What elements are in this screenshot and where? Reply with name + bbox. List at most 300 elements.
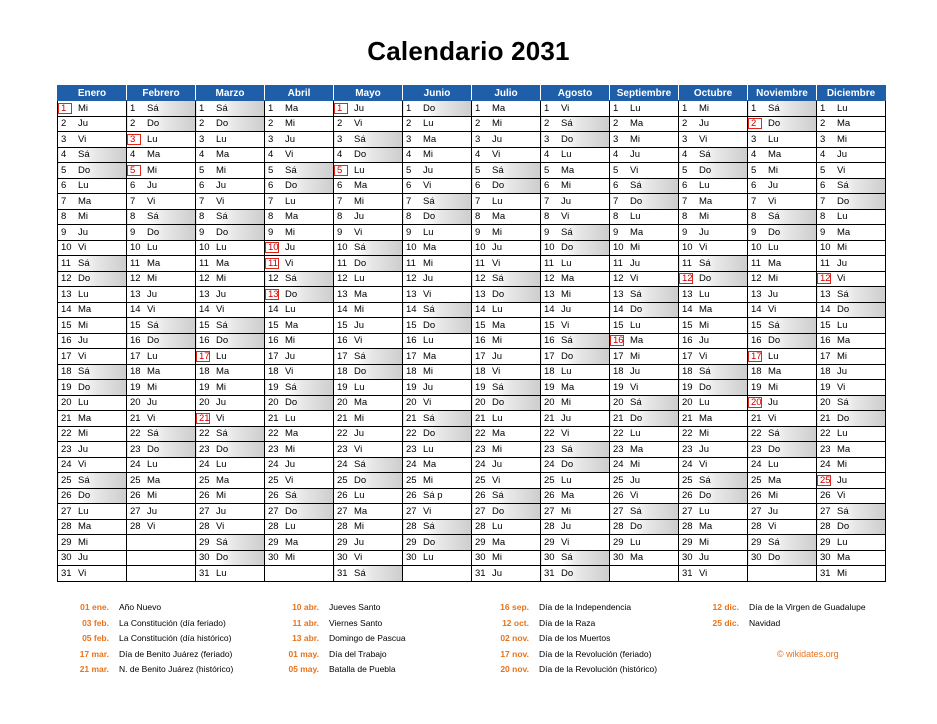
day-number: 4 — [682, 149, 688, 161]
weekday-label: Ju — [285, 133, 296, 145]
weekday-label: Ma — [630, 443, 644, 455]
day-number: 13 — [199, 288, 210, 300]
day-cell — [127, 380, 196, 396]
day-number: 24 — [475, 459, 486, 471]
weekday-label: Ma — [837, 226, 851, 238]
weekday-label: Ju — [630, 366, 641, 378]
day-row — [58, 380, 886, 396]
weekday-label: Ma — [285, 319, 299, 331]
day-cell — [334, 349, 403, 365]
weekday-label: Lu — [423, 118, 434, 130]
weekday-label: Lu — [768, 350, 779, 362]
day-cell — [541, 132, 610, 148]
day-number: 20 — [748, 397, 762, 408]
day-number: 7 — [475, 195, 481, 207]
day-number: 23 — [475, 443, 486, 455]
day-cell — [127, 178, 196, 194]
day-number: 20 — [406, 397, 417, 409]
weekday-label: Sá — [78, 149, 90, 161]
day-cell — [58, 194, 127, 210]
weekday-label: Sá — [216, 319, 228, 331]
day-cell — [334, 566, 403, 582]
day-number: 11 — [199, 257, 209, 269]
weekday-label: Ma — [492, 319, 506, 331]
day-cell — [196, 147, 265, 163]
weekday-label: Ma — [837, 118, 851, 130]
day-cell — [748, 287, 817, 303]
day-cell — [265, 519, 334, 535]
day-cell — [817, 535, 886, 551]
day-number: 15 — [613, 319, 624, 331]
day-number: 6 — [820, 180, 826, 192]
day-number: 22 — [61, 428, 72, 440]
day-cell — [127, 457, 196, 473]
day-cell — [541, 504, 610, 520]
weekday-label: Vi — [147, 412, 156, 424]
weekday-label: Sá — [354, 459, 366, 471]
day-cell — [58, 442, 127, 458]
weekday-label: Sá — [492, 381, 504, 393]
weekday-label: Ju — [78, 118, 89, 130]
weekday-label: Sá — [423, 304, 435, 316]
day-cell — [265, 426, 334, 442]
weekday-label: Do — [699, 273, 712, 285]
day-number: 13 — [475, 288, 486, 300]
day-cell — [817, 426, 886, 442]
day-number: 26 — [544, 490, 555, 502]
weekday-label: Mi — [492, 226, 503, 238]
weekday-label: Ma — [216, 474, 230, 486]
day-cell — [265, 194, 334, 210]
day-cell — [679, 535, 748, 551]
day-number: 29 — [268, 536, 279, 548]
weekday-label: Ma — [147, 366, 161, 378]
day-cell — [127, 318, 196, 334]
day-number: 21 — [130, 412, 141, 424]
weekday-label: Ju — [492, 459, 503, 471]
day-cell — [403, 426, 472, 442]
day-number: 22 — [682, 428, 693, 440]
day-row — [58, 116, 886, 132]
day-number: 10 — [130, 242, 141, 254]
day-cell — [196, 488, 265, 504]
day-number: 19 — [61, 381, 72, 393]
day-cell — [403, 302, 472, 318]
day-number: 28 — [682, 521, 693, 533]
day-number: 23 — [130, 443, 141, 455]
day-cell — [403, 411, 472, 427]
day-number: 22 — [613, 428, 624, 440]
day-number: 17 — [544, 350, 555, 362]
weekday-label: Do — [147, 226, 160, 238]
holiday-item — [477, 616, 657, 632]
day-row — [58, 225, 886, 241]
day-cell — [541, 457, 610, 473]
holiday-name: N. de Benito Juárez (histórico) — [119, 664, 234, 674]
weekday-label: Sá — [78, 366, 90, 378]
weekday-label: Ju — [837, 257, 848, 269]
weekday-label: Do — [78, 490, 91, 502]
weekday-label: Sá — [837, 397, 849, 409]
day-number: 18 — [268, 366, 279, 378]
holiday-column-2 — [267, 600, 406, 678]
weekday-label: Vi — [285, 149, 294, 161]
day-number: 2 — [199, 118, 205, 130]
weekday-label: Mi — [423, 149, 434, 161]
day-row — [58, 287, 886, 303]
holiday-column-1 — [57, 600, 233, 678]
weekday-label: Lu — [630, 428, 641, 440]
day-number: 18 — [751, 366, 762, 378]
day-cell — [748, 147, 817, 163]
day-number: 26 — [406, 490, 417, 502]
weekday-label: Ma — [147, 257, 161, 269]
day-cell — [334, 380, 403, 396]
day-cell — [679, 519, 748, 535]
day-number: 18 — [613, 366, 624, 378]
day-cell — [748, 178, 817, 194]
weekday-label: Sá — [561, 226, 573, 238]
weekday-label: Ju — [285, 350, 296, 362]
day-cell — [472, 550, 541, 566]
day-cell — [334, 488, 403, 504]
day-row — [58, 364, 886, 380]
weekday-label: Lu — [561, 474, 572, 486]
day-cell — [127, 473, 196, 489]
weekday-label: Vi — [423, 180, 432, 192]
weekday-label: Ma — [492, 102, 506, 114]
day-cell — [541, 209, 610, 225]
day-number: 16 — [199, 335, 210, 347]
day-cell — [334, 442, 403, 458]
weekday-label: Vi — [354, 335, 363, 347]
weekday-label: Lu — [78, 397, 89, 409]
weekday-label: Lu — [699, 397, 710, 409]
day-cell — [472, 473, 541, 489]
weekday-label: Do — [423, 102, 436, 114]
day-number: 27 — [61, 505, 72, 517]
day-number: 14 — [820, 304, 831, 316]
day-number: 18 — [337, 366, 348, 378]
day-number: 25 — [268, 474, 279, 486]
weekday-label: Ma — [216, 149, 230, 161]
day-number: 16 — [61, 335, 72, 347]
weekday-label: Vi — [354, 118, 363, 130]
day-number: 14 — [475, 304, 486, 316]
weekday-label: Mi — [837, 350, 848, 362]
day-cell — [265, 457, 334, 473]
day-number: 5 — [127, 165, 141, 176]
day-cell — [265, 302, 334, 318]
day-number: 16 — [337, 335, 348, 347]
weekday-label: Do — [285, 397, 298, 409]
weekday-label: Sá — [492, 164, 504, 176]
weekday-label: Mi — [699, 428, 710, 440]
weekday-label: Do — [147, 118, 160, 130]
day-number: 22 — [130, 428, 141, 440]
weekday-label: Vi — [78, 567, 87, 579]
day-cell — [472, 101, 541, 117]
day-number: 28 — [199, 521, 210, 533]
day-number: 4 — [613, 149, 619, 161]
day-number: 22 — [475, 428, 486, 440]
weekday-label: Lu — [285, 195, 296, 207]
weekday-label: Do — [837, 521, 850, 533]
empty-cell — [265, 566, 334, 582]
day-cell — [679, 426, 748, 442]
weekday-label: Ju — [285, 459, 296, 471]
day-cell — [58, 504, 127, 520]
day-cell — [472, 209, 541, 225]
day-number: 23 — [337, 443, 348, 455]
weekday-label: Ma — [837, 552, 851, 564]
weekday-label: Do — [768, 335, 781, 347]
day-cell — [265, 395, 334, 411]
holiday-item — [57, 616, 233, 632]
day-cell — [541, 426, 610, 442]
weekday-label: Do — [561, 567, 574, 579]
day-cell — [748, 380, 817, 396]
weekday-label: Ma — [837, 335, 851, 347]
day-cell — [472, 349, 541, 365]
day-cell — [334, 147, 403, 163]
day-cell — [610, 147, 679, 163]
day-number: 29 — [475, 536, 486, 548]
day-cell — [334, 101, 403, 117]
day-cell — [748, 132, 817, 148]
day-number: 15 — [682, 319, 693, 331]
day-cell — [196, 550, 265, 566]
weekday-label: Ju — [492, 567, 503, 579]
month-header: Febrero — [127, 86, 196, 101]
day-cell — [748, 302, 817, 318]
weekday-label: Sá — [699, 257, 711, 269]
weekday-label: Ma — [630, 226, 644, 238]
day-row — [58, 132, 886, 148]
weekday-label: Sá — [216, 102, 228, 114]
day-number: 8 — [613, 211, 619, 223]
day-cell — [817, 411, 886, 427]
weekday-label: Mi — [423, 474, 434, 486]
weekday-label: Sá — [837, 288, 849, 300]
day-number: 1 — [268, 102, 274, 114]
day-number: 22 — [337, 428, 348, 440]
weekday-label: Sá — [699, 149, 711, 161]
day-number: 10 — [544, 242, 555, 254]
month-header: Enero — [58, 86, 127, 101]
holiday-item — [267, 662, 406, 678]
day-cell — [127, 194, 196, 210]
day-number: 7 — [130, 195, 136, 207]
weekday-label: Mi — [630, 459, 641, 471]
day-cell — [334, 240, 403, 256]
day-number: 3 — [751, 133, 757, 145]
day-number: 29 — [544, 536, 555, 548]
day-cell — [541, 473, 610, 489]
day-row — [58, 550, 886, 566]
day-cell — [265, 116, 334, 132]
day-number: 10 — [475, 242, 486, 254]
weekday-label: Sá — [423, 412, 435, 424]
day-number: 28 — [475, 521, 486, 533]
day-cell — [127, 395, 196, 411]
day-cell — [127, 411, 196, 427]
weekday-label: Sá — [354, 350, 366, 362]
day-number: 17 — [682, 350, 693, 362]
day-number: 9 — [682, 226, 688, 238]
day-cell — [127, 488, 196, 504]
day-number: 16 — [406, 335, 417, 347]
weekday-label: Ma — [285, 536, 299, 548]
day-number: 3 — [544, 133, 550, 145]
day-number: 6 — [613, 180, 619, 192]
day-number: 9 — [475, 226, 481, 238]
day-cell — [610, 426, 679, 442]
day-number: 2 — [682, 118, 688, 130]
day-cell — [196, 256, 265, 272]
day-number: 19 — [268, 381, 279, 393]
weekday-label: Ma — [561, 381, 575, 393]
weekday-label: Lu — [561, 149, 572, 161]
day-cell — [265, 147, 334, 163]
day-cell — [472, 457, 541, 473]
holiday-name: Batalla de Puebla — [329, 664, 396, 674]
day-cell — [817, 194, 886, 210]
weekday-label: Ju — [216, 505, 227, 517]
day-number: 17 — [61, 350, 72, 362]
day-number: 14 — [751, 304, 762, 316]
day-number: 31 — [820, 567, 831, 579]
day-number: 5 — [820, 164, 826, 176]
day-cell — [817, 178, 886, 194]
weekday-label: Mi — [147, 381, 158, 393]
weekday-label: Sá — [630, 180, 642, 192]
day-number: 20 — [337, 397, 348, 409]
weekday-label: Lu — [147, 133, 158, 145]
day-number: 9 — [406, 226, 412, 238]
day-cell — [334, 395, 403, 411]
weekday-label: Vi — [630, 164, 639, 176]
weekday-label: Mi — [423, 257, 434, 269]
day-number: 25 — [199, 474, 210, 486]
day-number: 20 — [475, 397, 486, 409]
weekday-label: Do — [768, 552, 781, 564]
day-cell — [58, 256, 127, 272]
day-cell — [541, 163, 610, 179]
weekday-label: Ju — [423, 164, 434, 176]
empty-cell — [610, 566, 679, 582]
day-cell — [679, 349, 748, 365]
holiday-item — [267, 631, 406, 647]
day-cell — [265, 535, 334, 551]
day-cell — [265, 271, 334, 287]
day-number: 9 — [337, 226, 343, 238]
day-cell — [748, 256, 817, 272]
day-cell — [679, 566, 748, 582]
weekday-label: Ju — [216, 288, 227, 300]
day-number: 21 — [268, 412, 279, 424]
day-number: 4 — [268, 149, 274, 161]
day-cell — [610, 411, 679, 427]
holiday-name: Día de los Muertos — [539, 633, 611, 643]
day-number: 11 — [751, 257, 761, 269]
day-cell — [196, 163, 265, 179]
day-number: 6 — [406, 180, 412, 192]
day-cell — [403, 550, 472, 566]
day-number: 4 — [406, 149, 412, 161]
weekday-label: Vi — [837, 273, 846, 285]
day-number: 17 — [820, 350, 831, 362]
day-cell — [403, 225, 472, 241]
day-cell — [541, 194, 610, 210]
day-cell — [679, 225, 748, 241]
day-cell — [472, 271, 541, 287]
day-cell — [748, 426, 817, 442]
weekday-label: Sá — [147, 102, 159, 114]
weekday-label: Vi — [354, 443, 363, 455]
weekday-label: Ma — [768, 149, 782, 161]
weekday-label: Ju — [354, 428, 365, 440]
weekday-label: Sá — [492, 273, 504, 285]
day-number: 17 — [130, 350, 141, 362]
weekday-label: Do — [423, 536, 436, 548]
day-cell — [403, 318, 472, 334]
day-cell — [679, 256, 748, 272]
holiday-date: 21 mar. — [79, 664, 109, 674]
day-cell — [196, 457, 265, 473]
day-number: 13 — [265, 289, 279, 300]
day-cell — [817, 287, 886, 303]
day-number: 7 — [61, 195, 67, 207]
day-number: 8 — [544, 211, 550, 223]
day-number: 17 — [748, 351, 762, 362]
weekday-label: Ju — [147, 397, 158, 409]
day-cell — [403, 178, 472, 194]
day-cell — [127, 116, 196, 132]
day-number: 25 — [130, 474, 141, 486]
day-cell — [403, 333, 472, 349]
holiday-name: Año Nuevo — [119, 602, 162, 612]
weekday-label: Ma — [354, 397, 368, 409]
day-number: 18 — [199, 366, 210, 378]
holiday-item — [477, 647, 657, 663]
day-number: 4 — [544, 149, 550, 161]
day-number: 10 — [199, 242, 210, 254]
day-number: 10 — [682, 242, 693, 254]
day-number: 30 — [406, 552, 417, 564]
day-number: 21 — [196, 413, 210, 424]
weekday-label: Do — [837, 304, 850, 316]
day-number: 27 — [682, 505, 693, 517]
day-number: 27 — [613, 505, 624, 517]
weekday-label: Ju — [78, 335, 89, 347]
holiday-date: 11 abr. — [292, 617, 319, 628]
day-cell — [748, 318, 817, 334]
holiday-name: Día de la Virgen de Guadalupe — [749, 602, 866, 612]
day-cell — [334, 550, 403, 566]
day-cell — [403, 504, 472, 520]
weekday-label: Mi — [630, 133, 641, 145]
weekday-label: Do — [561, 242, 574, 254]
month-header: Agosto — [541, 86, 610, 101]
day-number: 27 — [751, 505, 762, 517]
weekday-label: Ju — [78, 226, 89, 238]
day-cell — [541, 349, 610, 365]
holiday-name: Día de la Raza — [539, 617, 596, 628]
weekday-label: Do — [837, 412, 850, 424]
day-cell — [817, 318, 886, 334]
day-cell — [541, 302, 610, 318]
